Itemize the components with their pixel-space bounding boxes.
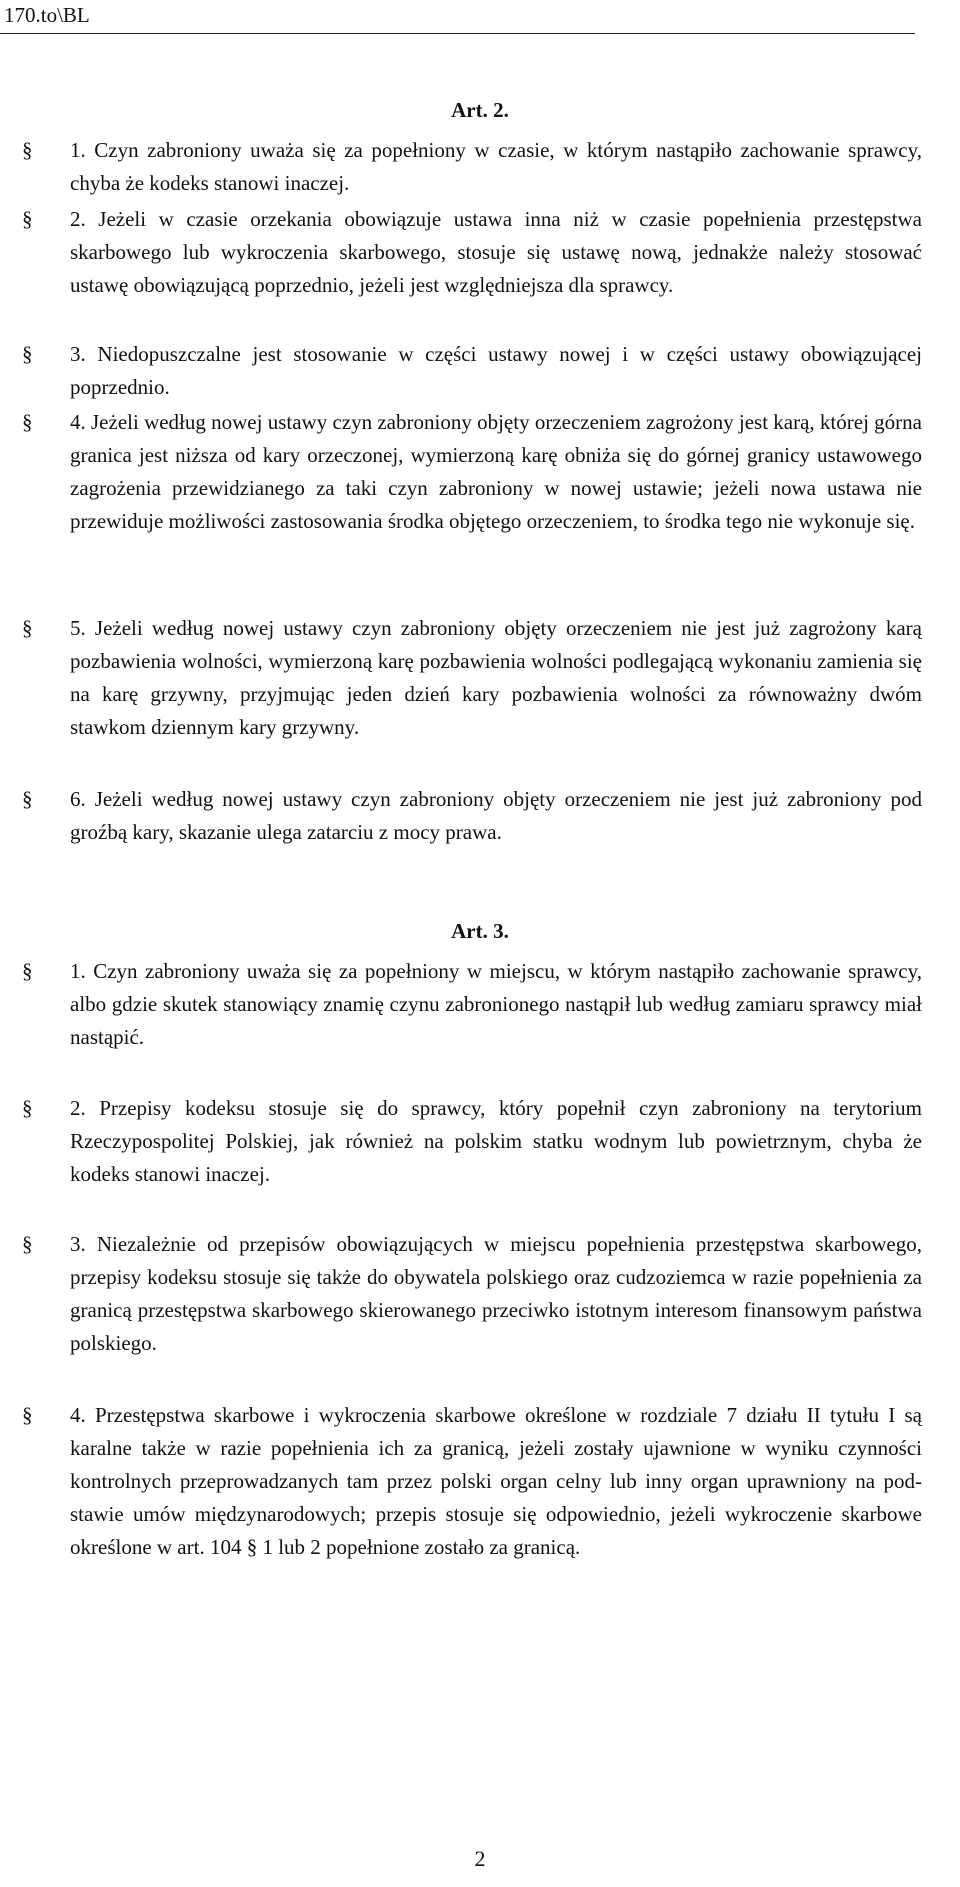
article-2-title: Art. 2. [451, 98, 509, 122]
article-3-paragraph-4 [22, 1399, 922, 1564]
page-number: 2 [474, 1846, 486, 1871]
paragraph-text: 1. Czyn zabroniony uważa się za popełniony w czasie, w którym nastąpiło zachowanie sprawcy, chyba że kodeks stanowi inaczej. [70, 138, 922, 195]
article-3-paragraph-1 [22, 955, 922, 1054]
section-sign: § [22, 207, 33, 231]
section-sign: § [22, 1096, 33, 1120]
paragraph-text: 2. Jeżeli w czasie orzekania obowiązuje ustawa inna niż w czasie popełnienia przestępstwa skarbowego lub wykroczenia skarbowego, stosuje się ustawę nową, jednakże należy stosować ustawę obowiązującą poprzednio, jeżeli jest względniejsza dla sprawcy. [70, 207, 922, 297]
paragraph-text: 2. Przepisy kodeksu stosuje się do sprawcy, który popełnił czyn zabroniony na terytorium Rzeczypospolitej Polskiej, jak również na polskim statku wodnym lub powietrznym, chyba że kodeks stanowi inaczej. [70, 1096, 922, 1186]
article-2-paragraph-2 [22, 203, 922, 302]
section-sign: § [22, 1403, 33, 1427]
article-3-title: Art. 3. [451, 919, 509, 943]
article-2-paragraph-5 [22, 612, 922, 744]
paragraph-text: 4. Przestępstwa skarbowe i wykroczenia skarbowe określone w rozdziale 7 działu II tytułu I są karalne także w razie popełnienia ich za granicą, jeżeli zostały ujawnione w wyniku czynności kontrolnych przeprowadzanych tam przez polski organ celny lub inny organ uprawniony na podstawie umów międzynarodowych; przepis stosuje się odpowiednio, jeżeli wykroczenie skarbowe określone w art. 104 § 1 lub 2 popełnione zostało za granicą. [70, 1403, 922, 1559]
article-2-paragraph-1 [22, 134, 922, 200]
section-sign: § [22, 959, 33, 983]
article-2-paragraph-4 [22, 406, 922, 538]
document-code: 170.to\BL [4, 3, 90, 27]
article-2-paragraph-6 [22, 783, 922, 849]
paragraph-text: 1. Czyn zabroniony uważa się za popełniony w miejscu, w którym nastąpiło zachowanie sprawcy, albo gdzie skutek stanowiący znamię czynu zabronionego nastąpił lub według zamiaru sprawcy miał nastąpić. [70, 959, 922, 1049]
article-3-paragraph-3 [22, 1228, 922, 1360]
section-sign: § [22, 616, 33, 640]
paragraph-text: 4. Jeżeli według nowej ustawy czyn zabroniony objęty orzeczeniem zagrożony jest karą, której górna granica jest niższa od kary orzeczonej, wymierzoną karę obniża się do górnej granicy ustawowego zagrożenia przewidzianego za taki czyn zabroniony w nowej ustawie; jeżeli nowa ustawa nie przewiduje możliwości zastosowania środka objętego orzeczeniem, to środka tego nie wykonuje się. [70, 410, 922, 533]
header-rule [0, 33, 915, 34]
section-sign: § [22, 138, 33, 162]
paragraph-text: 5. Jeżeli według nowej ustawy czyn zabroniony objęty orzeczeniem nie jest już zagrożony karą pozbawienia wolności, wymierzoną karę pozbawienia wolności podlegającą wykonaniu zamienia się na karę grzywny, przyjmując jeden dzień kary pozbawienia wolności za równoważny dwóm stawkom dziennym kary grzywny. [70, 616, 922, 739]
paragraph-text: 6. Jeżeli według nowej ustawy czyn zabroniony objęty orzeczeniem nie jest już zabroniony pod groźbą kary, skazanie ulega zatarciu z mocy prawa. [70, 787, 922, 844]
paragraph-text: 3. Niedopuszczalne jest stosowanie w części ustawy nowej i w części ustawy obowiązującej poprzednio. [70, 342, 922, 399]
section-sign: § [22, 1232, 33, 1256]
section-sign: § [22, 410, 33, 434]
section-sign: § [22, 342, 33, 366]
section-sign: § [22, 787, 33, 811]
paragraph-text: 3. Niezależnie od przepisów obowiązujących w miejscu popełnienia przestępstwa skarbowego, przepisy kodeksu stosuje się także do obywatela polskiego oraz cudzoziemca w razie popełnienia za granicą przestępstwa skarbowego skierowanego przeciwko istotnym interesom finansowym państwa polskiego. [70, 1232, 922, 1355]
article-2-paragraph-3 [22, 338, 922, 404]
article-3-paragraph-2 [22, 1092, 922, 1191]
